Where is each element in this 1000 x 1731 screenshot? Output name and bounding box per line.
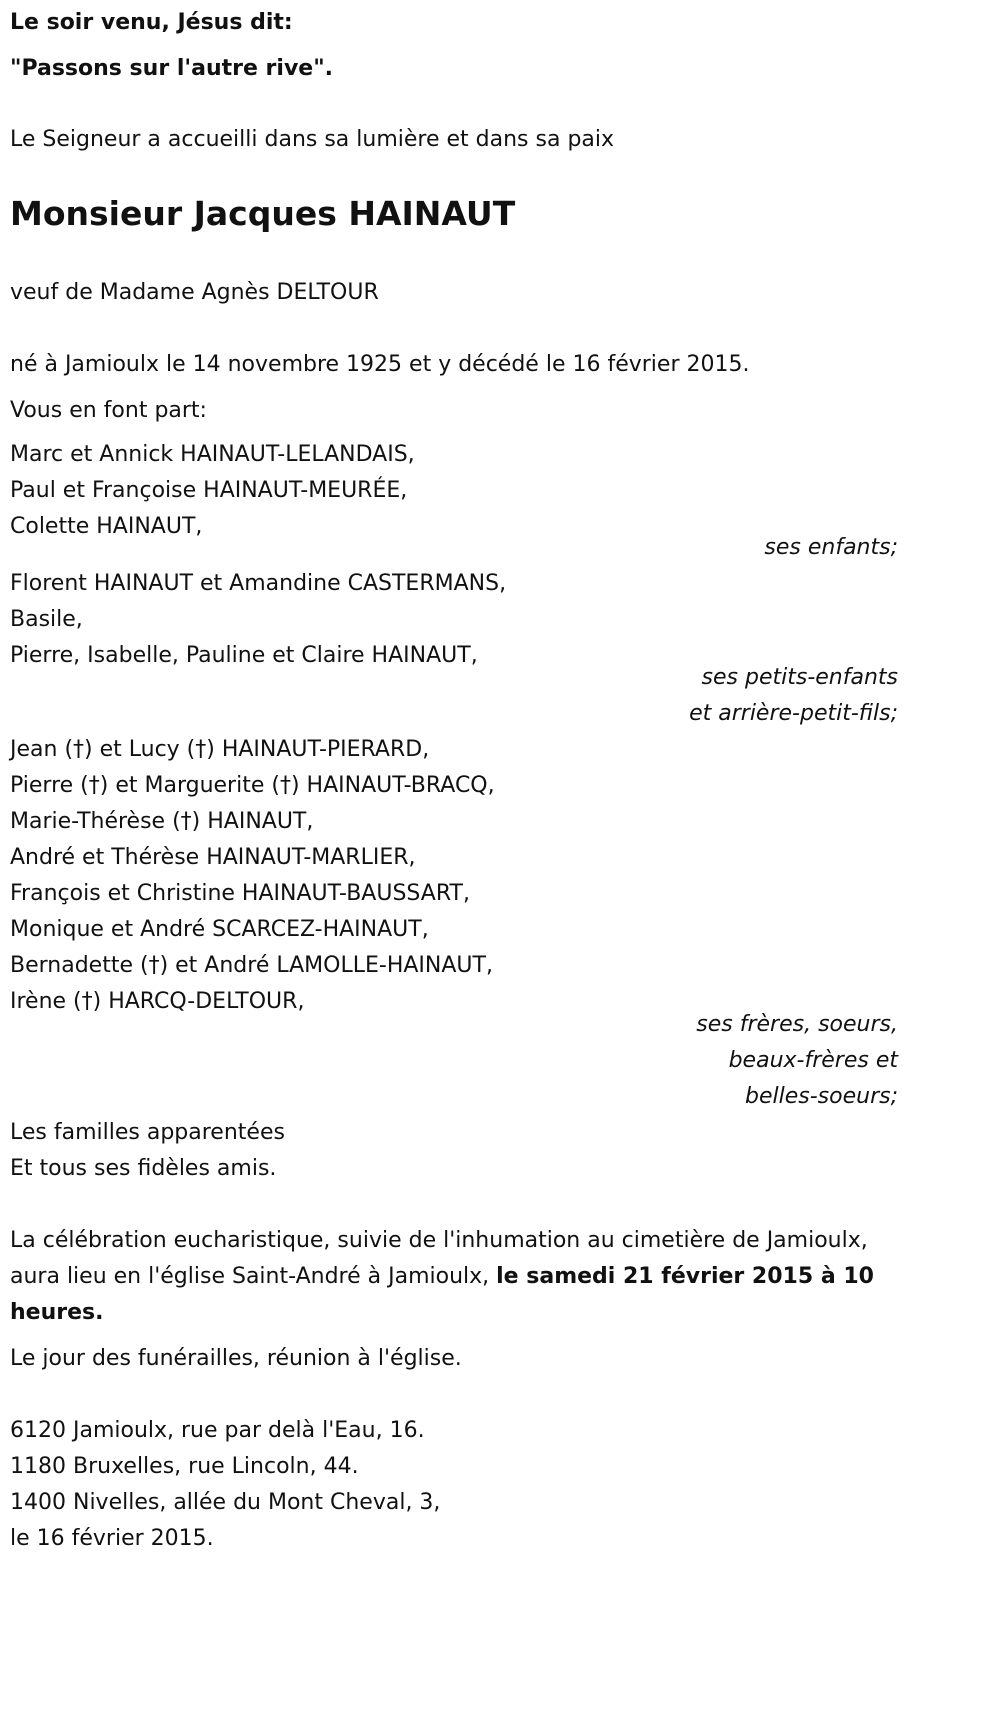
family-name-line: François et Christine HAINAUT-BAUSSART, (10, 881, 470, 906)
gathering-line: Le jour des funérailles, réunion à l'église. (10, 1346, 462, 1371)
family-name-line: Marie-Thérèse (†) HAINAUT, (10, 809, 314, 834)
ceremony-text: La célébration eucharistique, suivie de l'inhumation au cimetière de Jamioulx, aura lieu en l'église Saint-André à Jamioulx, (10, 1228, 868, 1289)
address-line: 1180 Bruxelles, rue Lincoln, 44. (10, 1454, 359, 1479)
role-siblings: beaux-frères et (728, 1048, 898, 1073)
announce-label: Vous en font part: (10, 398, 207, 423)
quote-line-1: Le soir venu, Jésus dit: (10, 10, 293, 35)
others-line: Les familles apparentées (10, 1120, 285, 1145)
quote-line-2: "Passons sur l'autre rive". (10, 56, 334, 81)
intro-text: Le Seigneur a accueilli dans sa lumière et dans sa paix (10, 127, 615, 152)
role-grandchildren: ses petits-enfants (701, 665, 898, 690)
family-name-line: Basile, (10, 607, 83, 632)
family-name-line: Colette HAINAUT, (10, 514, 203, 539)
others-line: Et tous ses fidèles amis. (10, 1156, 277, 1181)
family-name-line: Jean (†) et Lucy (†) HAINAUT-PIERARD, (10, 737, 430, 762)
ceremony-date: le samedi 21 février 2015 à 10 heures. (10, 1264, 874, 1325)
date-line: le 16 février 2015. (10, 1526, 214, 1551)
birth-death-line: né à Jamioulx le 14 novembre 1925 et y décédé le 16 février 2015. (10, 352, 750, 377)
role-siblings: ses frères, soeurs, (696, 1012, 898, 1037)
role-grandchildren: et arrière-petit-fils; (689, 701, 898, 726)
address-line: 1400 Nivelles, allée du Mont Cheval, 3, (10, 1490, 441, 1515)
deceased-name: Monsieur Jacques HAINAUT (10, 194, 516, 233)
widow-line: veuf de Madame Agnès DELTOUR (10, 280, 379, 305)
family-name-line: Paul et Françoise HAINAUT-MEURÉE, (10, 478, 408, 503)
address-line: 6120 Jamioulx, rue par delà l'Eau, 16. (10, 1418, 425, 1443)
family-name-line: Bernadette (†) et André LAMOLLE-HAINAUT, (10, 953, 493, 978)
family-name-line: Pierre, Isabelle, Pauline et Claire HAINAUT, (10, 643, 478, 668)
ceremony-paragraph (10, 1223, 898, 1331)
role-siblings: belles-soeurs; (745, 1084, 898, 1109)
family-name-line: André et Thérèse HAINAUT-MARLIER, (10, 845, 416, 870)
role-children: ses enfants; (764, 535, 898, 560)
family-name-line: Marc et Annick HAINAUT-LELANDAIS, (10, 442, 415, 467)
family-name-line: Florent HAINAUT et Amandine CASTERMANS, (10, 571, 507, 596)
family-name-line: Irène (†) HARCQ-DELTOUR, (10, 989, 305, 1014)
family-name-line: Monique et André SCARCEZ-HAINAUT, (10, 917, 429, 942)
family-name-line: Pierre (†) et Marguerite (†) HAINAUT-BRACQ, (10, 773, 495, 798)
